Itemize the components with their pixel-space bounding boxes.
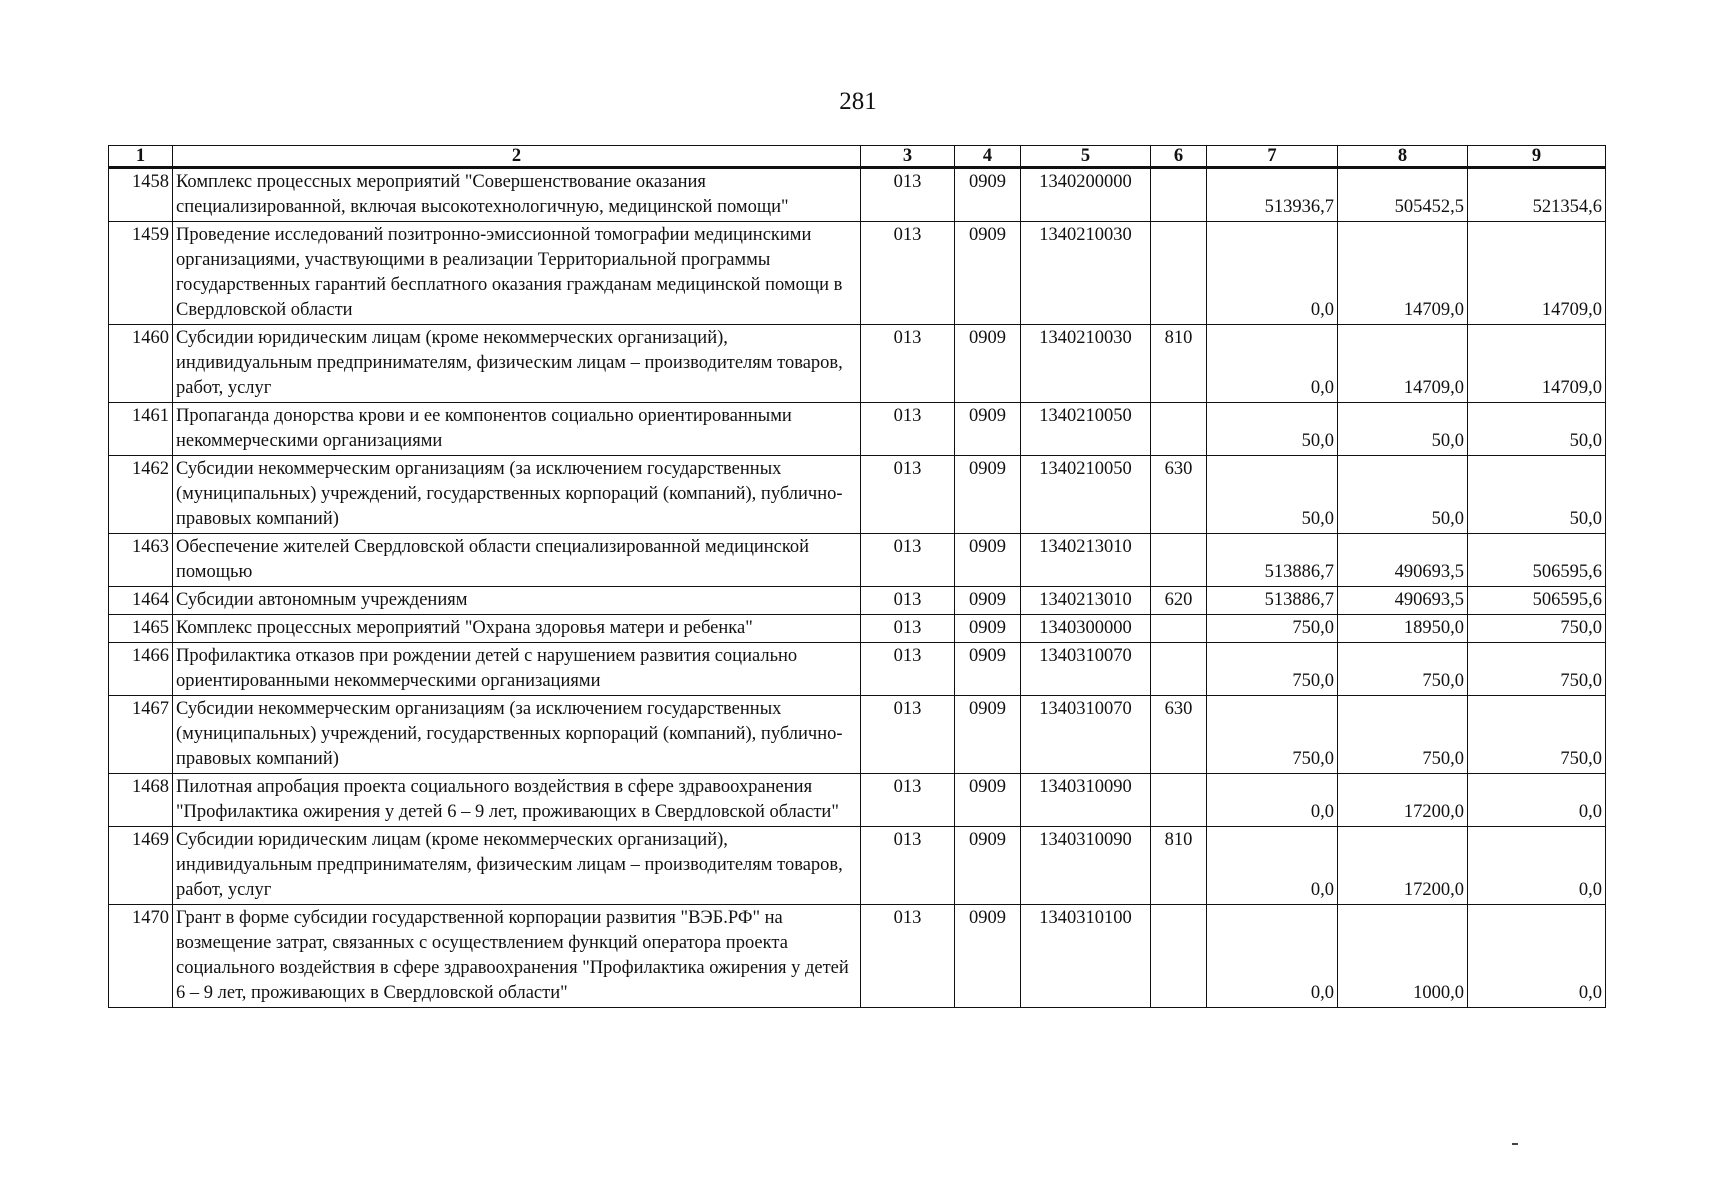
table-row bbox=[109, 905, 1606, 1008]
column-header: 6 bbox=[1151, 146, 1207, 168]
code-4-cell: 0909 bbox=[955, 774, 1021, 827]
code-4-cell: 0909 bbox=[955, 696, 1021, 774]
column-header: 3 bbox=[861, 146, 955, 168]
code-4-cell: 0909 bbox=[955, 534, 1021, 587]
row-number-cell: 1465 bbox=[109, 615, 173, 643]
amount-7-cell: 0,0 bbox=[1207, 774, 1338, 827]
item-name-cell: Профилактика отказов при рождении детей с нарушением развития социально ориентированными некоммерческими организациями bbox=[173, 643, 861, 696]
code-6-cell bbox=[1151, 615, 1207, 643]
code-5-cell: 1340210050 bbox=[1021, 456, 1151, 534]
item-name-cell: Субсидии юридическим лицам (кроме некоммерческих организаций), индивидуальным предпринимателям, физическим лицам – производителям товаров, работ, услуг bbox=[173, 827, 861, 905]
amount-9-cell: 750,0 bbox=[1468, 696, 1606, 774]
amount-7-cell: 513886,7 bbox=[1207, 587, 1338, 615]
code-6-cell bbox=[1151, 222, 1207, 325]
code-6-cell: 810 bbox=[1151, 827, 1207, 905]
amount-8-cell: 50,0 bbox=[1338, 456, 1468, 534]
amount-7-cell: 750,0 bbox=[1207, 643, 1338, 696]
row-number-cell: 1467 bbox=[109, 696, 173, 774]
budget-table bbox=[108, 145, 1606, 1008]
item-name-cell: Пропаганда донорства крови и ее компонентов социально ориентированными некоммерческими организациями bbox=[173, 403, 861, 456]
amount-7-cell: 0,0 bbox=[1207, 827, 1338, 905]
amount-8-cell: 1000,0 bbox=[1338, 905, 1468, 1008]
table-row bbox=[109, 774, 1606, 827]
code-3-cell: 013 bbox=[861, 905, 955, 1008]
item-name-cell: Пилотная апробация проекта социального воздействия в сфере здравоохранения "Профилактика ожирения у детей 6 – 9 лет, проживающих в Свердловской области" bbox=[173, 774, 861, 827]
code-4-cell: 0909 bbox=[955, 615, 1021, 643]
code-6-cell bbox=[1151, 905, 1207, 1008]
row-number-cell: 1460 bbox=[109, 325, 173, 403]
code-3-cell: 013 bbox=[861, 587, 955, 615]
row-number-cell: 1463 bbox=[109, 534, 173, 587]
code-3-cell: 013 bbox=[861, 534, 955, 587]
code-6-cell bbox=[1151, 168, 1207, 222]
amount-8-cell: 490693,5 bbox=[1338, 587, 1468, 615]
code-3-cell: 013 bbox=[861, 615, 955, 643]
item-name-cell: Субсидии некоммерческим организациям (за исключением государственных (муниципальных) учреждений, государственных корпораций (компаний), публично-правовых компаний) bbox=[173, 696, 861, 774]
item-name-cell: Комплекс процессных мероприятий "Совершенствование оказания специализированной, включая высокотехнологичную, медицинской помощи" bbox=[173, 168, 861, 222]
table-row bbox=[109, 222, 1606, 325]
row-number-cell: 1468 bbox=[109, 774, 173, 827]
code-5-cell: 1340210030 bbox=[1021, 222, 1151, 325]
column-header: 2 bbox=[173, 146, 861, 168]
table-row bbox=[109, 456, 1606, 534]
code-6-cell: 630 bbox=[1151, 696, 1207, 774]
amount-7-cell: 513886,7 bbox=[1207, 534, 1338, 587]
column-header: 1 bbox=[109, 146, 173, 168]
code-4-cell: 0909 bbox=[955, 827, 1021, 905]
table-row bbox=[109, 643, 1606, 696]
amount-8-cell: 14709,0 bbox=[1338, 325, 1468, 403]
amount-9-cell: 506595,6 bbox=[1468, 587, 1606, 615]
code-5-cell: 1340213010 bbox=[1021, 587, 1151, 615]
amount-7-cell: 0,0 bbox=[1207, 325, 1338, 403]
item-name-cell: Проведение исследований позитронно-эмиссионной томографии медицинскими организациями, участвующими в реализации Территориальной программы государственных гарантий бесплатного оказания гражданам медицинской помощи в Свердловской области bbox=[173, 222, 861, 325]
amount-7-cell: 750,0 bbox=[1207, 696, 1338, 774]
amount-7-cell: 513936,7 bbox=[1207, 168, 1338, 222]
amount-8-cell: 750,0 bbox=[1338, 696, 1468, 774]
amount-9-cell: 14709,0 bbox=[1468, 222, 1606, 325]
amount-9-cell: 50,0 bbox=[1468, 456, 1606, 534]
item-name-cell: Грант в форме субсидии государственной корпорации развития "ВЭБ.РФ" на возмещение затрат, связанных с осуществлением функций оператора проекта социального воздействия в сфере здравоохранения "Профилактика ожирения у детей 6 – 9 лет, проживающих в Свердловской области" bbox=[173, 905, 861, 1008]
code-4-cell: 0909 bbox=[955, 456, 1021, 534]
table-row bbox=[109, 534, 1606, 587]
scan-mark bbox=[1512, 1143, 1518, 1145]
column-header: 7 bbox=[1207, 146, 1338, 168]
column-header: 8 bbox=[1338, 146, 1468, 168]
row-number-cell: 1462 bbox=[109, 456, 173, 534]
code-6-cell: 630 bbox=[1151, 456, 1207, 534]
code-3-cell: 013 bbox=[861, 168, 955, 222]
amount-7-cell: 0,0 bbox=[1207, 905, 1338, 1008]
code-3-cell: 013 bbox=[861, 222, 955, 325]
amount-9-cell: 14709,0 bbox=[1468, 325, 1606, 403]
code-4-cell: 0909 bbox=[955, 643, 1021, 696]
column-header: 4 bbox=[955, 146, 1021, 168]
item-name-cell: Комплекс процессных мероприятий "Охрана здоровья матери и ребенка" bbox=[173, 615, 861, 643]
table-row bbox=[109, 403, 1606, 456]
item-name-cell: Субсидии автономным учреждениям bbox=[173, 587, 861, 615]
code-3-cell: 013 bbox=[861, 643, 955, 696]
code-5-cell: 1340213010 bbox=[1021, 534, 1151, 587]
row-number-cell: 1466 bbox=[109, 643, 173, 696]
page-number: 281 bbox=[839, 88, 877, 115]
amount-8-cell: 14709,0 bbox=[1338, 222, 1468, 325]
amount-9-cell: 0,0 bbox=[1468, 905, 1606, 1008]
code-6-cell bbox=[1151, 643, 1207, 696]
item-name-cell: Обеспечение жителей Свердловской области специализированной медицинской помощью bbox=[173, 534, 861, 587]
code-5-cell: 1340310090 bbox=[1021, 827, 1151, 905]
code-3-cell: 013 bbox=[861, 696, 955, 774]
code-6-cell: 810 bbox=[1151, 325, 1207, 403]
amount-9-cell: 50,0 bbox=[1468, 403, 1606, 456]
amount-9-cell: 750,0 bbox=[1468, 643, 1606, 696]
code-5-cell: 1340310070 bbox=[1021, 696, 1151, 774]
amount-8-cell: 50,0 bbox=[1338, 403, 1468, 456]
row-number-cell: 1470 bbox=[109, 905, 173, 1008]
amount-8-cell: 18950,0 bbox=[1338, 615, 1468, 643]
code-6-cell bbox=[1151, 403, 1207, 456]
amount-8-cell: 17200,0 bbox=[1338, 774, 1468, 827]
table-row bbox=[109, 168, 1606, 222]
code-4-cell: 0909 bbox=[955, 168, 1021, 222]
column-header: 5 bbox=[1021, 146, 1151, 168]
row-number-cell: 1458 bbox=[109, 168, 173, 222]
header-row bbox=[109, 146, 1606, 168]
amount-8-cell: 490693,5 bbox=[1338, 534, 1468, 587]
amount-9-cell: 0,0 bbox=[1468, 827, 1606, 905]
table-row bbox=[109, 587, 1606, 615]
item-name-cell: Субсидии некоммерческим организациям (за исключением государственных (муниципальных) учреждений, государственных корпораций (компаний), публично-правовых компаний) bbox=[173, 456, 861, 534]
code-4-cell: 0909 bbox=[955, 905, 1021, 1008]
amount-8-cell: 750,0 bbox=[1338, 643, 1468, 696]
table-row bbox=[109, 615, 1606, 643]
row-number-cell: 1464 bbox=[109, 587, 173, 615]
amount-9-cell: 506595,6 bbox=[1468, 534, 1606, 587]
table-row bbox=[109, 696, 1606, 774]
amount-8-cell: 17200,0 bbox=[1338, 827, 1468, 905]
code-5-cell: 1340310090 bbox=[1021, 774, 1151, 827]
column-header: 9 bbox=[1468, 146, 1606, 168]
code-5-cell: 1340300000 bbox=[1021, 615, 1151, 643]
code-4-cell: 0909 bbox=[955, 222, 1021, 325]
row-number-cell: 1469 bbox=[109, 827, 173, 905]
code-5-cell: 1340210050 bbox=[1021, 403, 1151, 456]
code-4-cell: 0909 bbox=[955, 587, 1021, 615]
amount-7-cell: 50,0 bbox=[1207, 403, 1338, 456]
code-5-cell: 1340310070 bbox=[1021, 643, 1151, 696]
row-number-cell: 1461 bbox=[109, 403, 173, 456]
amount-9-cell: 0,0 bbox=[1468, 774, 1606, 827]
code-3-cell: 013 bbox=[861, 456, 955, 534]
item-name-cell: Субсидии юридическим лицам (кроме некоммерческих организаций), индивидуальным предпринимателям, физическим лицам – производителям товаров, работ, услуг bbox=[173, 325, 861, 403]
code-3-cell: 013 bbox=[861, 774, 955, 827]
amount-7-cell: 750,0 bbox=[1207, 615, 1338, 643]
row-number-cell: 1459 bbox=[109, 222, 173, 325]
table-row bbox=[109, 325, 1606, 403]
code-6-cell bbox=[1151, 534, 1207, 587]
code-5-cell: 1340310100 bbox=[1021, 905, 1151, 1008]
code-5-cell: 1340200000 bbox=[1021, 168, 1151, 222]
code-4-cell: 0909 bbox=[955, 403, 1021, 456]
code-3-cell: 013 bbox=[861, 403, 955, 456]
code-6-cell bbox=[1151, 774, 1207, 827]
amount-9-cell: 521354,6 bbox=[1468, 168, 1606, 222]
amount-8-cell: 505452,5 bbox=[1338, 168, 1468, 222]
code-5-cell: 1340210030 bbox=[1021, 325, 1151, 403]
amount-7-cell: 0,0 bbox=[1207, 222, 1338, 325]
code-4-cell: 0909 bbox=[955, 325, 1021, 403]
amount-7-cell: 50,0 bbox=[1207, 456, 1338, 534]
amount-9-cell: 750,0 bbox=[1468, 615, 1606, 643]
code-6-cell: 620 bbox=[1151, 587, 1207, 615]
code-3-cell: 013 bbox=[861, 827, 955, 905]
table-row bbox=[109, 827, 1606, 905]
code-3-cell: 013 bbox=[861, 325, 955, 403]
